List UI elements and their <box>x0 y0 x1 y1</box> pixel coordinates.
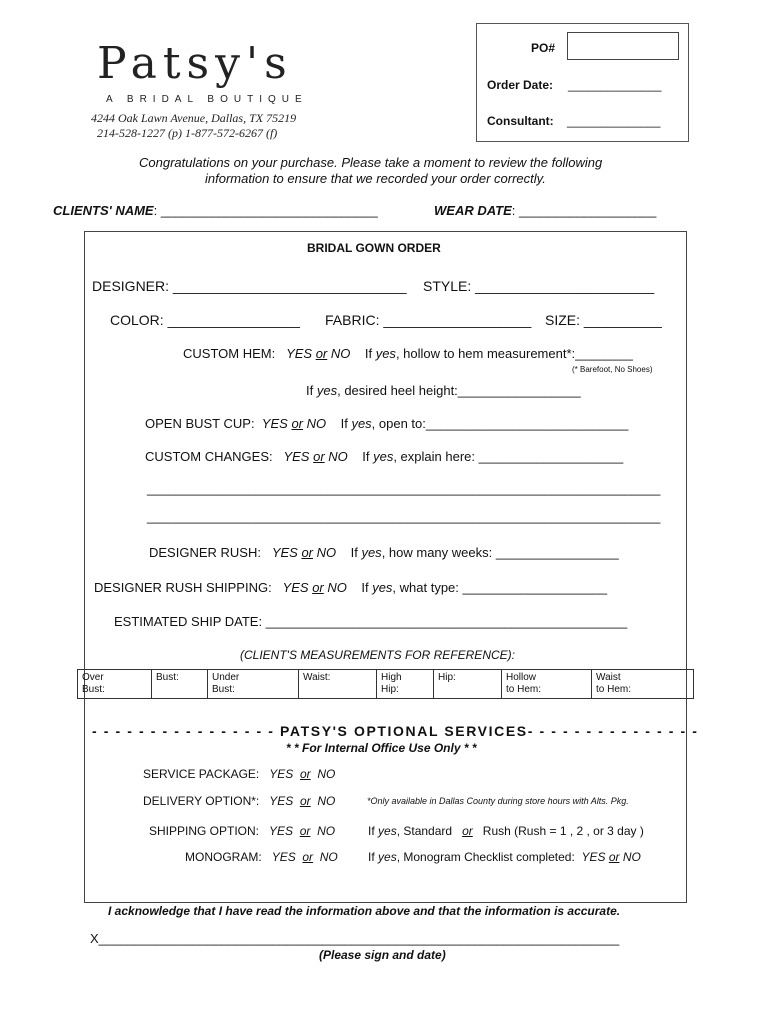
client-name-field[interactable]: : ______________________________ <box>153 203 378 218</box>
color-label: COLOR: <box>110 312 164 328</box>
designer-rush-no[interactable]: NO <box>316 545 337 560</box>
rush-shipping-or: or <box>312 580 324 595</box>
custom-hem-yes[interactable]: YES <box>286 346 313 361</box>
order-date-label: Order Date: <box>487 78 554 92</box>
heel-height-row <box>306 383 581 398</box>
meas-cell-label: Bust: <box>82 684 105 695</box>
shipping-option-label: SHIPPING OPTION: <box>149 824 260 838</box>
meas-cell-label: to Hem: <box>506 684 542 695</box>
open-bust-yes[interactable]: YES <box>261 416 288 431</box>
meas-cell-high-hip[interactable] <box>377 670 434 699</box>
open-bust-field[interactable]: , open to:____________________________ <box>371 416 629 431</box>
monogram-yes-cond: yes <box>378 850 397 864</box>
designer-rush-if: If <box>350 545 358 560</box>
store-address: 4244 Oak Lawn Avenue, Dallas, TX 75219 <box>91 111 297 125</box>
heel-yes-cond: yes <box>316 383 338 398</box>
monogram-if: If <box>368 850 375 864</box>
open-bust-if: If <box>340 416 348 431</box>
signature-field[interactable]: ________________________________________________________________________ <box>98 931 620 946</box>
monogram-no[interactable]: NO <box>319 850 338 864</box>
hem-note: (* Barefoot, No Shoes) <box>572 365 653 374</box>
meas-cell-label: Hip: <box>381 684 399 695</box>
boutique-logo: Patsy's <box>97 38 293 89</box>
custom-changes-row <box>145 449 623 464</box>
custom-hem-no[interactable]: NO <box>330 346 351 361</box>
wear-date-label: WEAR DATE <box>434 203 512 218</box>
custom-changes-label: CUSTOM CHANGES: <box>145 449 273 464</box>
designer-rush-or: or <box>301 545 314 560</box>
monogram-label: MONOGRAM: <box>185 850 262 864</box>
open-bust-yes-cond: yes <box>351 416 372 431</box>
service-package-row <box>143 767 335 781</box>
rush-shipping-if: If <box>361 580 369 595</box>
service-package-no[interactable]: NO <box>317 767 336 781</box>
fabric-row <box>325 312 531 328</box>
size-row <box>545 312 662 328</box>
custom-changes-or: or <box>313 449 325 464</box>
designer-label: DESIGNER: <box>92 278 170 294</box>
style-row <box>423 278 654 294</box>
meas-cell-under-bust[interactable] <box>208 670 299 699</box>
size-field[interactable]: __________ <box>583 312 662 328</box>
meas-cell-bust[interactable] <box>152 670 208 699</box>
meas-cell-label: Bust: <box>212 684 235 695</box>
heel-if: If <box>306 383 314 398</box>
meas-cell-hip[interactable] <box>434 670 502 699</box>
order-date-field[interactable]: ______________ <box>568 78 662 92</box>
monogram-row <box>185 850 338 864</box>
monogram-checklist-no[interactable]: NO <box>622 850 641 864</box>
custom-changes-if: If <box>362 449 370 464</box>
custom-changes-no[interactable]: NO <box>328 449 348 464</box>
custom-changes-line-2[interactable]: _______________________________________________________________________ <box>147 509 661 524</box>
service-package-or: or <box>299 767 311 781</box>
open-bust-no[interactable]: NO <box>306 416 327 431</box>
monogram-checklist-row <box>368 850 641 864</box>
internal-use-note: * * For Internal Office Use Only * * <box>286 741 477 755</box>
designer-rush-row <box>149 545 619 560</box>
ship-date-row <box>114 614 627 629</box>
custom-hem-or: or <box>315 346 328 361</box>
meas-cell-label: Bust: <box>156 672 179 683</box>
po-box <box>476 23 689 142</box>
client-name-row <box>53 203 378 218</box>
meas-cell-label: Waist: <box>303 672 331 683</box>
delivery-option-label: DELIVERY OPTION*: <box>143 794 260 808</box>
signature-caption: (Please sign and date) <box>319 948 446 962</box>
shipping-option-no[interactable]: NO <box>317 824 336 838</box>
measurements-heading: (CLIENT'S MEASUREMENTS FOR REFERENCE): <box>240 648 515 662</box>
custom-hem-yes-cond: yes <box>375 346 396 361</box>
fabric-field[interactable]: ___________________ <box>383 312 532 328</box>
signature-x: X <box>90 931 99 946</box>
optional-services-heading: - - - - - - - - - - - - - - - - PATSY'S OPTIONAL SERVICES- - - - - - - - - - - - - - - <box>92 723 699 739</box>
monogram-checklist-yes[interactable]: YES <box>581 850 606 864</box>
po-number-field[interactable] <box>567 32 679 60</box>
intro-line-1: Congratulations on your purchase. Please take a moment to review the following <box>139 155 603 170</box>
measurements-table <box>77 669 694 699</box>
delivery-option-yes[interactable]: YES <box>269 794 294 808</box>
rush-shipping-label: DESIGNER RUSH SHIPPING: <box>94 580 272 595</box>
shipping-rush[interactable]: Rush (Rush = 1 , 2 , or 3 day ) <box>482 824 644 838</box>
fabric-label: FABRIC: <box>325 312 380 328</box>
rush-shipping-row <box>94 580 607 595</box>
meas-cell-label: Hip: <box>438 672 456 683</box>
delivery-option-or: or <box>299 794 311 808</box>
meas-cell-over-bust[interactable] <box>78 670 152 699</box>
wear-date-row <box>434 203 656 218</box>
heel-height-field[interactable]: , desired heel height:_________________ <box>337 383 581 398</box>
custom-changes-line-1[interactable]: _______________________________________________________________________ <box>147 481 661 496</box>
style-field[interactable]: _______________________ <box>475 278 655 294</box>
monogram-checklist-text: , Monogram Checklist completed: <box>396 850 575 864</box>
designer-rush-label: DESIGNER RUSH: <box>149 545 261 560</box>
signature-row <box>90 931 619 946</box>
open-bust-or: or <box>291 416 303 431</box>
shipping-option-yes[interactable]: YES <box>269 824 294 838</box>
designer-rush-yes-cond: yes <box>361 545 382 560</box>
meas-cell-label: to Hem: <box>596 684 632 695</box>
monogram-or: or <box>302 850 314 864</box>
meas-cell-hollow-to-hem[interactable] <box>502 670 592 699</box>
shipping-type-row <box>368 824 644 838</box>
designer-row <box>92 278 407 294</box>
shipping-standard[interactable]: , Standard <box>396 824 453 838</box>
custom-hem-if: If <box>364 346 373 361</box>
hem-measurement-field[interactable]: , hollow to hem measurement*:________ <box>395 346 633 361</box>
meas-cell-waist-to-hem[interactable] <box>592 670 694 699</box>
service-package-yes[interactable]: YES <box>269 767 294 781</box>
color-row <box>110 312 300 328</box>
meas-cell-label: Waist <box>596 672 621 683</box>
acknowledgement-text: I acknowledge that I have read the information above and that the information is accurate. <box>108 904 621 918</box>
custom-changes-yes-cond: yes <box>373 449 394 464</box>
shipping-option-or: or <box>299 824 311 838</box>
intro-line-2: information to ensure that we recorded your order correctly. <box>205 171 546 186</box>
delivery-option-no[interactable]: NO <box>317 794 336 808</box>
rush-weeks-field[interactable]: , how many weeks: _________________ <box>381 545 619 560</box>
consultant-label: Consultant: <box>487 114 554 128</box>
store-phone: 214-528-1227 (p) 1-877-572-6267 (f) <box>97 126 278 140</box>
meas-cell-label: Over <box>82 672 104 683</box>
custom-hem-label: CUSTOM HEM: <box>183 346 276 361</box>
po-label: PO# <box>531 41 556 55</box>
ship-date-field[interactable]: __________________________________________________ <box>265 614 628 629</box>
delivery-option-row <box>143 794 335 808</box>
rush-shipping-yes[interactable]: YES <box>282 580 309 595</box>
size-label: SIZE: <box>545 312 581 328</box>
logo-tagline: A BRIDAL BOUTIQUE <box>106 94 308 105</box>
style-label: STYLE: <box>423 278 472 294</box>
open-bust-row <box>145 416 628 431</box>
shipping-yes-cond: yes <box>378 824 397 838</box>
meas-cell-label: Hollow <box>506 672 537 683</box>
wear-date-field[interactable]: : ___________________ <box>511 203 657 218</box>
gown-order-heading: BRIDAL GOWN ORDER <box>307 241 441 255</box>
open-bust-label: OPEN BUST CUP: <box>145 416 255 431</box>
rush-shipping-type-field[interactable]: , what type: ____________________ <box>392 580 608 595</box>
custom-hem-row <box>183 346 633 361</box>
custom-changes-field[interactable]: , explain here: ____________________ <box>393 449 624 464</box>
monogram-yes[interactable]: YES <box>271 850 296 864</box>
custom-changes-yes[interactable]: YES <box>283 449 310 464</box>
rush-shipping-no[interactable]: NO <box>327 580 347 595</box>
designer-rush-yes[interactable]: YES <box>271 545 298 560</box>
shipping-option-row <box>149 824 335 838</box>
ship-date-label: ESTIMATED SHIP DATE: <box>114 614 263 629</box>
meas-cell-label: Under <box>212 672 240 683</box>
color-field[interactable]: _________________ <box>167 312 300 328</box>
consultant-field[interactable]: ______________ <box>567 114 661 128</box>
monogram-checklist-or: or <box>608 850 620 864</box>
rush-shipping-yes-cond: yes <box>372 580 393 595</box>
meas-cell-waist[interactable] <box>299 670 377 699</box>
meas-cell-label: High <box>381 672 402 683</box>
shipping-if: If <box>368 824 375 838</box>
shipping-or: or <box>462 824 473 838</box>
service-package-label: SERVICE PACKAGE: <box>143 767 260 781</box>
client-name-label: CLIENTS' NAME <box>53 203 154 218</box>
designer-field[interactable]: ______________________________ <box>172 278 407 294</box>
delivery-note: *Only available in Dallas County during store hours with Alts. Pkg. <box>367 796 629 806</box>
